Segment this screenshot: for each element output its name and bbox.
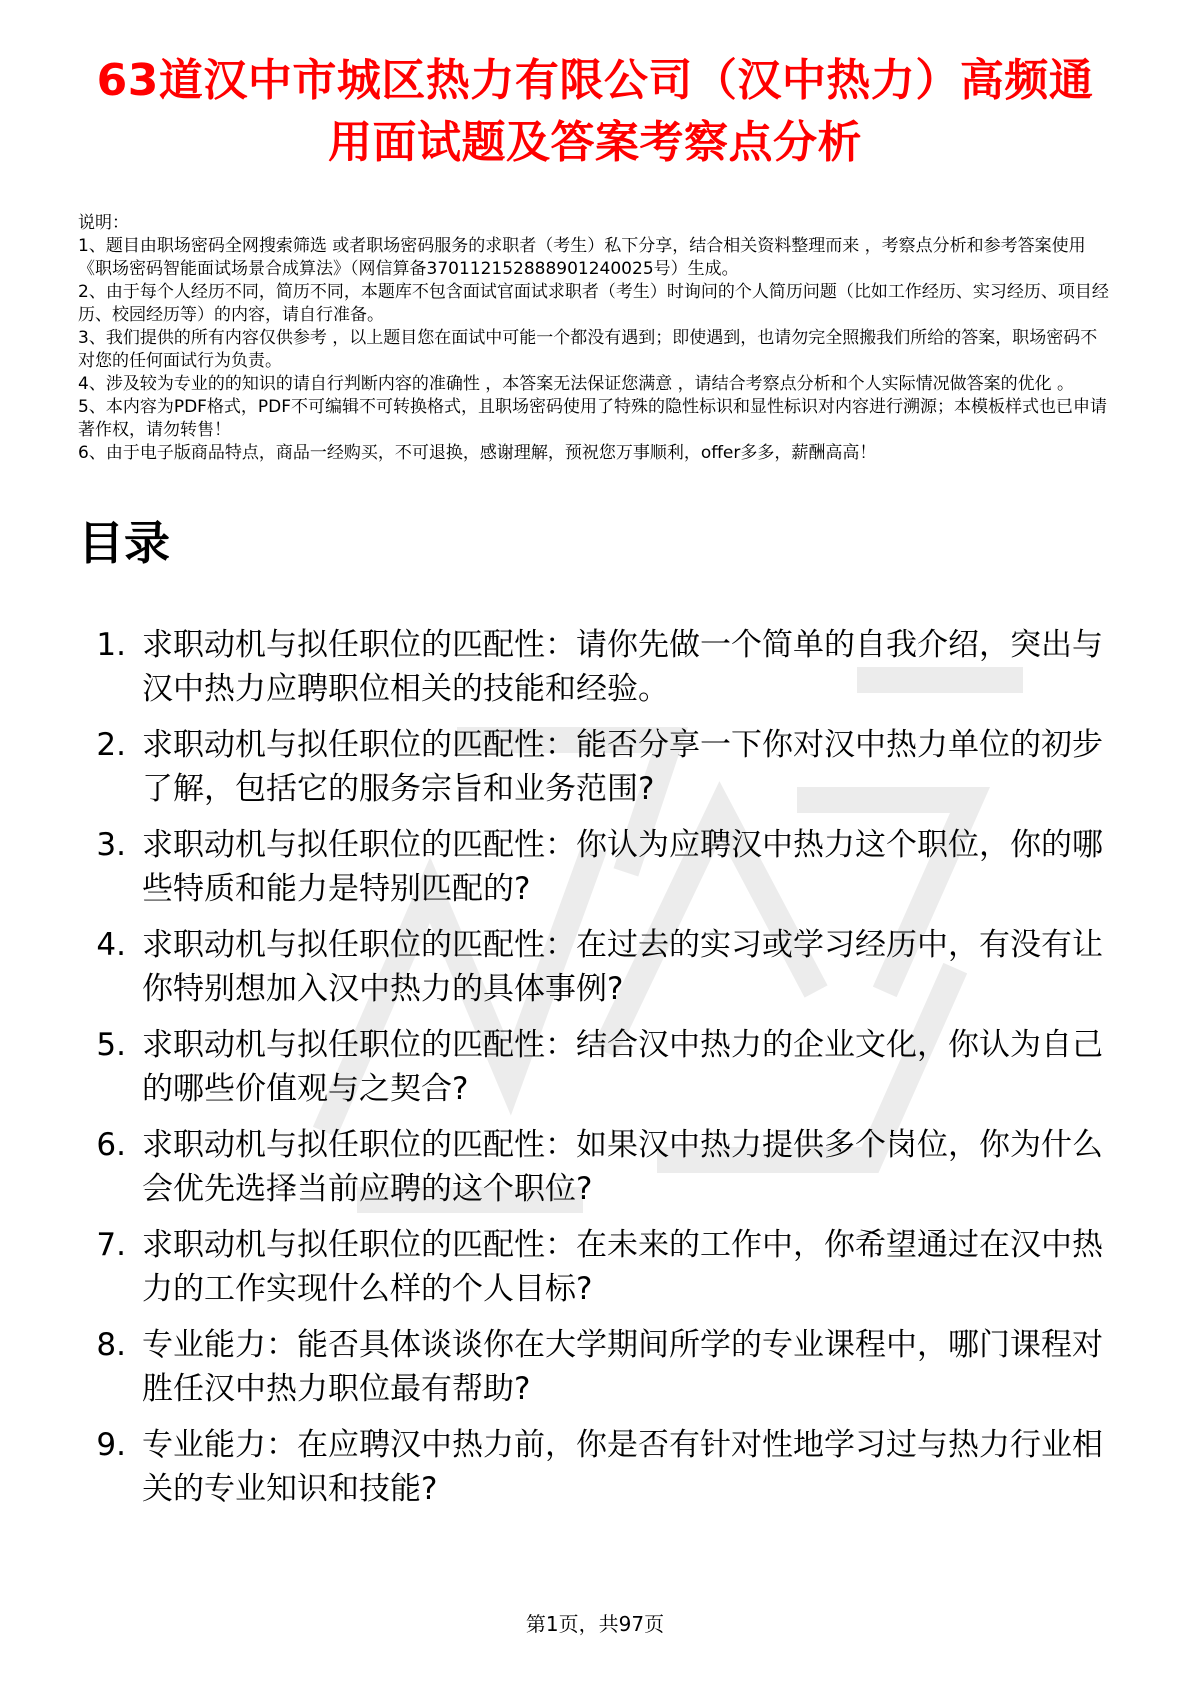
note-item: 2、由于每个人经历不同，简历不同，本题库不包含面试官面试求职者（考生）时询问的个人简历问题（比如工作经历、实习经历、项目经历、校园经历等）的内容，请自行准备。 bbox=[78, 282, 1109, 325]
toc-item-number: 8. bbox=[96, 1327, 126, 1363]
toc-item-number: 7. bbox=[96, 1227, 126, 1263]
note-item: 6、由于电子版商品特点，商品一经购买，不可退换，感谢理解，预祝您万事顺利，offer多多，薪酬高高！ bbox=[78, 443, 877, 463]
note-item: 5、本内容为PDF格式，PDF不可编辑不可转换格式，且职场密码使用了特殊的隐性标识和显性标识对内容进行溯源；本模板样式也已申请著作权，请勿转售！ bbox=[78, 397, 1108, 440]
toc-item-number: 6. bbox=[96, 1127, 126, 1163]
toc-item[interactable] bbox=[78, 723, 1112, 811]
toc-item[interactable] bbox=[78, 823, 1112, 911]
toc-item-text: 求职动机与拟任职位的匹配性：结合汉中热力的企业文化，你认为自己的哪些价值观与之契合? bbox=[142, 1027, 1103, 1107]
toc-item[interactable] bbox=[78, 923, 1112, 1011]
toc-item-number: 3. bbox=[96, 827, 126, 863]
toc-item-text: 专业能力：能否具体谈谈你在大学期间所学的专业课程中，哪门课程对胜任汉中热力职位最有帮助? bbox=[142, 1327, 1103, 1407]
toc-item[interactable] bbox=[78, 1423, 1112, 1511]
toc-item-number: 5. bbox=[96, 1027, 126, 1063]
toc-list bbox=[78, 623, 1112, 1511]
toc-item[interactable] bbox=[78, 1023, 1112, 1111]
toc-item-number: 2. bbox=[96, 727, 126, 763]
toc-item[interactable] bbox=[78, 623, 1112, 711]
note-item: 4、涉及较为专业的的知识的请自行判断内容的准确性 ，本答案无法保证您满意 ，请结合考察点分析和个人实际情况做答案的优化 。 bbox=[78, 374, 1075, 394]
note-item: 1、题目由职场密码全网搜索筛选 或者职场密码服务的求职者（考生）私下分享，结合相关资料整理而来 ，考察点分析和参考答案使用《职场密码智能面试场景合成算法》（网信算备370112152888901240025号）生成。 bbox=[78, 236, 1086, 279]
toc-item[interactable] bbox=[78, 1223, 1112, 1311]
toc-heading: 目录 bbox=[78, 516, 170, 570]
toc-item-number: 4. bbox=[96, 927, 126, 963]
toc-item-number: 1. bbox=[96, 627, 126, 663]
toc-item-text: 求职动机与拟任职位的匹配性：能否分享一下你对汉中热力单位的初步了解，包括它的服务宗旨和业务范围? bbox=[142, 727, 1103, 807]
toc-item-text: 求职动机与拟任职位的匹配性：如果汉中热力提供多个岗位，你为什么会优先选择当前应聘的这个职位? bbox=[142, 1127, 1103, 1207]
toc-item-text: 求职动机与拟任职位的匹配性：你认为应聘汉中热力这个职位，你的哪些特质和能力是特别匹配的? bbox=[142, 827, 1103, 907]
toc-item[interactable] bbox=[78, 1323, 1112, 1411]
notes-section bbox=[78, 212, 1112, 465]
toc-item-text: 求职动机与拟任职位的匹配性：在未来的工作中，你希望通过在汉中热力的工作实现什么样的个人目标? bbox=[142, 1227, 1103, 1307]
note-item: 3、我们提供的所有内容仅供参考 ，以上题目您在面试中可能一个都没有遇到；即使遇到，也请勿完全照搬我们所给的答案，职场密码不对您的任何面试行为负责。 bbox=[78, 328, 1098, 371]
document-title: 63道汉中市城区热力有限公司（汉中热力）高频通用面试题及答案考察点分析 bbox=[96, 55, 1094, 168]
toc-item-number: 9. bbox=[96, 1427, 126, 1463]
notes-heading: 说明： bbox=[78, 213, 129, 233]
toc-item[interactable] bbox=[78, 1123, 1112, 1211]
toc-item-text: 专业能力：在应聘汉中热力前，你是否有针对性地学习过与热力行业相关的专业知识和技能? bbox=[142, 1427, 1103, 1507]
toc-item-text: 求职动机与拟任职位的匹配性：在过去的实习或学习经历中，有没有让你特别想加入汉中热力的具体事例? bbox=[142, 927, 1103, 1007]
page-footer: 第1页，共97页 bbox=[525, 1612, 665, 1636]
toc-item-text: 求职动机与拟任职位的匹配性：请你先做一个简单的自我介绍，突出与汉中热力应聘职位相关的技能和经验。 bbox=[142, 627, 1103, 707]
